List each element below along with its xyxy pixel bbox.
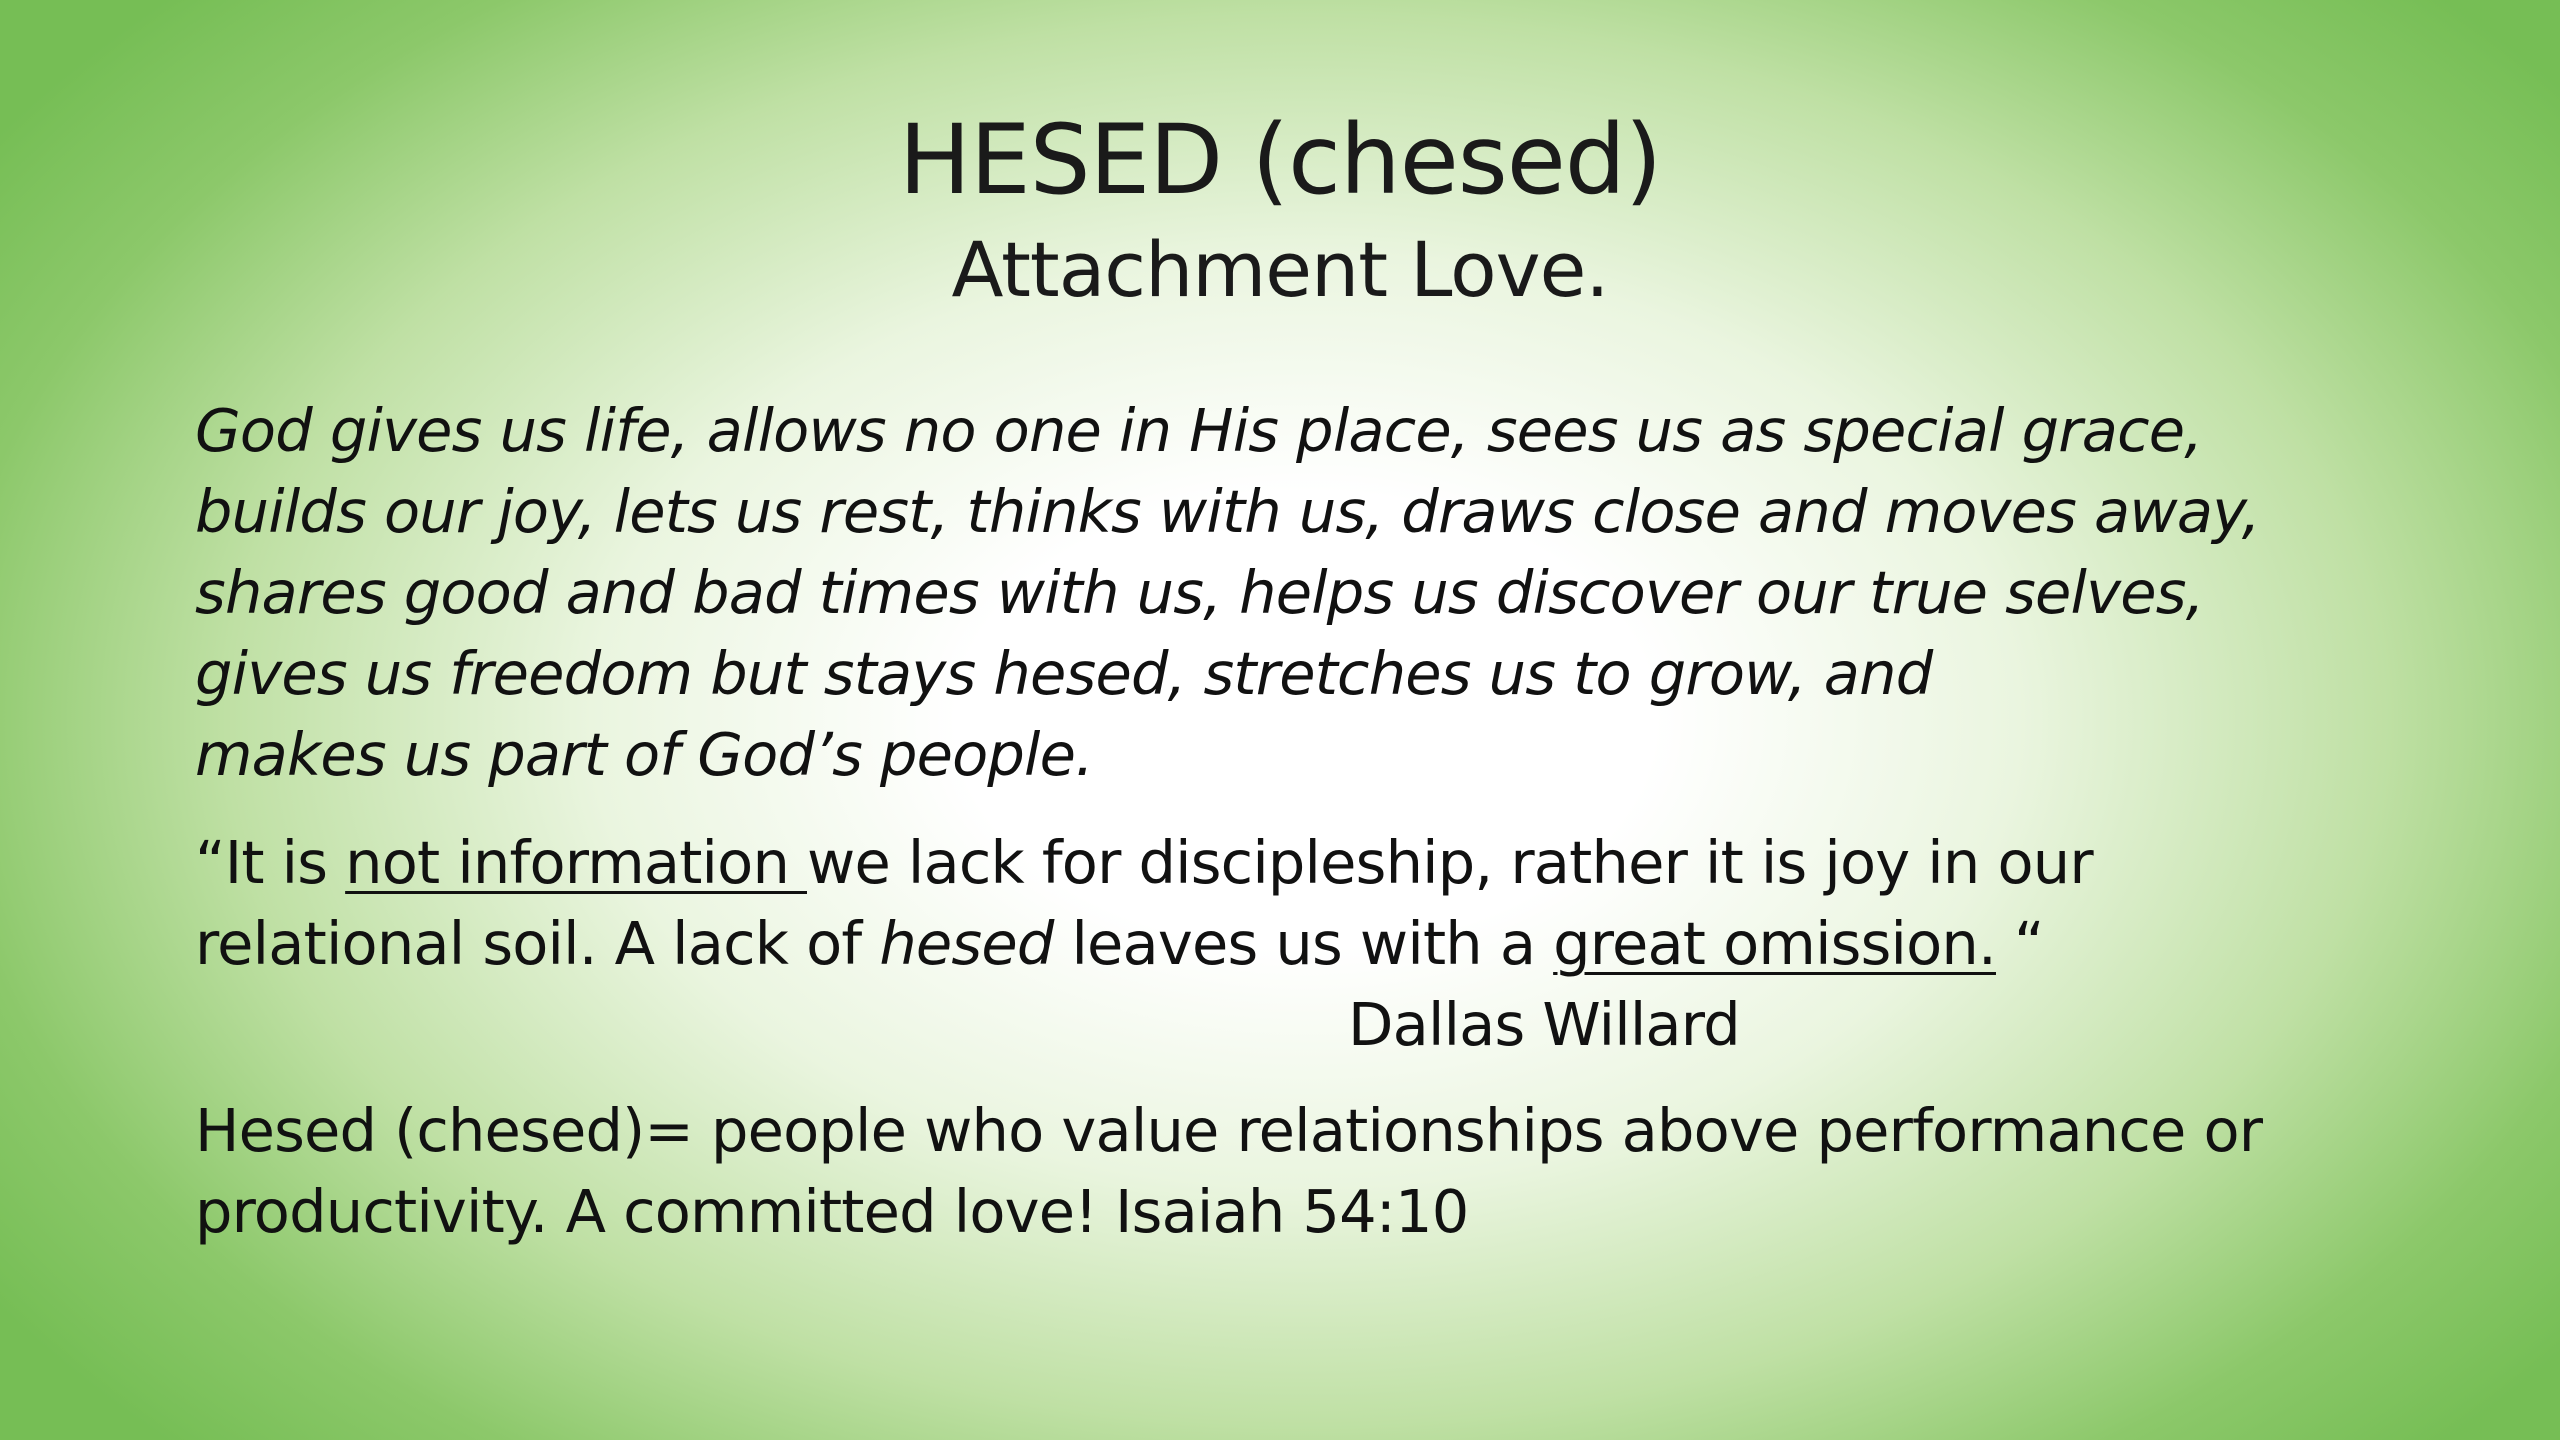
quote-line-1 [195,822,2435,903]
quote-text: leaves us with a [1053,909,1554,978]
italic-line: makes us part of God’s people. [195,720,1094,789]
italic-paragraph [195,390,2435,795]
quote-text: relational soil. A lack of [195,909,880,978]
italic-line: builds our joy, lets us rest, thinks with us, draws close and moves away, [195,477,2260,546]
quote-text: “It is [195,828,346,897]
quote-underlined-text: not information [345,828,807,897]
slide-subtitle: Attachment Love. [951,225,1609,314]
italic-line: God gives us life, allows no one in His place, sees us as special grace, [195,396,2203,465]
quote-paragraph [195,822,2435,984]
quote-line-2 [195,903,2435,984]
definition-paragraph [195,1090,2435,1252]
quote-text: we lack for discipleship, rather it is joy in our [807,828,2093,897]
quote-text: “ [1995,909,2044,978]
quote-attribution: Dallas Willard [1348,990,1740,1059]
quote-italic-text: hesed [879,909,1054,978]
quote-underlined-text: great omission. [1553,909,1996,978]
italic-line: shares good and bad times with us, helps us discover our true selves, [195,558,2204,627]
definition-line: productivity. A committed love! Isaiah 54:10 [195,1177,1469,1246]
slide-title: HESED (chesed) [898,104,1662,216]
definition-line: Hesed (chesed)= people who value relationships above performance or [195,1096,2263,1165]
italic-line: gives us freedom but stays hesed, stretches us to grow, and [195,639,1933,708]
